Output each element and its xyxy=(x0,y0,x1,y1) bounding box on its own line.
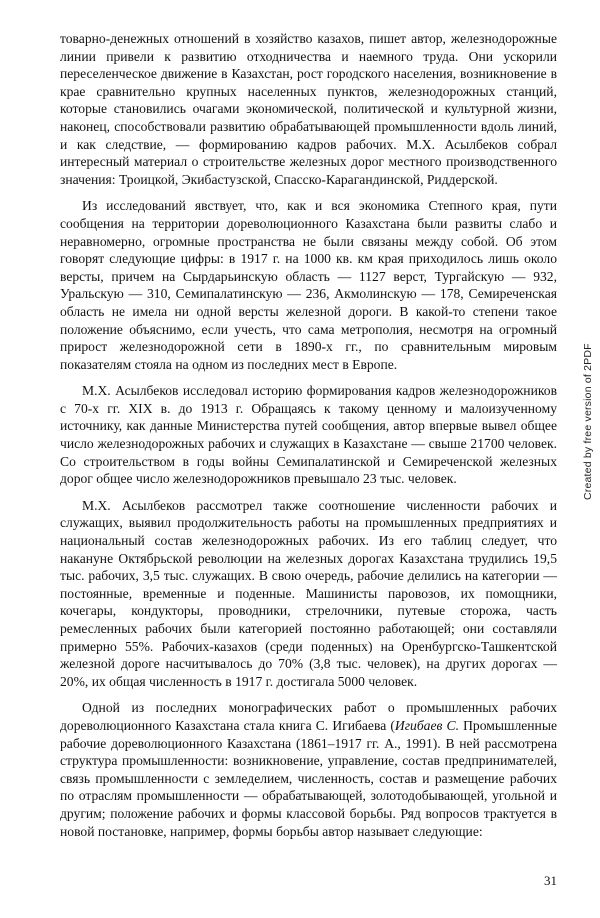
author-citation: Игибаев С. xyxy=(394,717,459,733)
pdf-watermark: Created by free version of 2PDF xyxy=(582,343,594,500)
document-page xyxy=(60,30,557,890)
paragraph-transport-statistics: Из исследований явствует, что, как и вся экономика Степного края, пути сообщения на территории дореволюционного Казахстана были развиты слабо и неравномерно, огромные пространства не были связаны между собой. Об этом говорят следующие цифры: в 1917 г. на 1000 кв. км края приходилось лишь около версты, причем на Сырдарьинскую область — 1127 верст, Тургайскую — 932, Уральскую — 310, Семипалатинскую — 236, Акмолинскую — 178, Семиреченская область не имела ни одной версты железной дороги. В какой-то степени такое положение объяснимо, если учесть, что сама метрополия, несмотря на огромный прирост железнодорожной сети в 1890-х гг., по сравнительным мировым показателям стояла на одном из последних мест в Европе. xyxy=(60,198,557,372)
paragraph-workers-composition: М.Х. Асылбеков рассмотрел также соотношение численности рабочих и служащих, выявил продолжительность работы на промышленных предприятиях и национальный состав железнодорожных рабочих. Из его таблиц следует, что накануне Октябрьской революции на железных дорогах Казахстана трудились 19,5 тыс. рабочих, 3,5 тыс. служащих. В свою очередь, рабочие делились на категории — постоянные, временные и поденные. Машинисты паровозов, их помощники, кочегары, кондукторы, проводники, стрелочники, путевые сторожа, часть ремесленных рабочих были категорией постоянно работающей; они составляли примерно 55%. Рабочих-казахов (среди поденных) на Оренбургско-Ташкентской железной дороге насчитывалось до 70% (3,8 тыс. человек), на других дорогах — 20%, их общая численность в 1917 г. достигала 5000 человек. xyxy=(60,497,557,689)
paragraph-railway-workers-history: М.Х. Асылбеков исследовал историю формирования кадров железнодорожников с 70-х гг. XIX в. до 1913 г. Обращаясь к такому ценному и малоизученному источнику, как данные Министерства путей сообщения, автор впервые вывел общее число железнодорожных рабочих и служащих в Казахстане — свыше 21700 человек. Со строительством в годы войны Семипалатинской и Семиреченской железных дорог общее число железнодорожников превышало 23 тыс. человек. xyxy=(60,383,557,487)
paragraph-railways-effects: товарно-денежных отношений в хозяйство казахов, пишет автор, железнодорожные линии привели к развитию отходничества и наемного труда. Они ускорили переселенческое движение в Казахстан, рост городского населения, возникновение в крае сравнительно крупных населенных пунктов, железнодорожных станций, которые становились очагами экономической, политической и культурной жизни, наконец, способствовали развитию обрабатывающей промышленности вдоль линий, и как следствие, — формированию кадров рабочих. М.Х. Асылбеков собрал интересный материал о строительстве железных дорог местного производственного значения: Троицкой, Экибастузской, Спасско-Карагандинской, Риддерской. xyxy=(60,31,557,187)
page-number: 31 xyxy=(544,873,557,888)
paragraph-text-end: Промышленные рабочие дореволюционного Казахстана (1861–1917 гг. А., 1991). В ней рассмотрена структура промышленности: возникновение, управление, состав предпринимателей, связь промышленности с земледелием, численность, состав и размещение рабочих по отраслям промышленности — обрабатывающей, золотодобывающей, угольной и другим; положение рабочих и формы классовой борьбы. Ряд вопросов трактуется в новой постановке, например, формы борьбы автор называет следующие: xyxy=(60,717,557,839)
paragraph-text-start: Одной из последних монографических работ о промышленных рабочих дореволюционного Казахстана стала книга С. Игибаева ( xyxy=(60,700,557,733)
paragraph-igibaev-monograph xyxy=(60,699,557,840)
